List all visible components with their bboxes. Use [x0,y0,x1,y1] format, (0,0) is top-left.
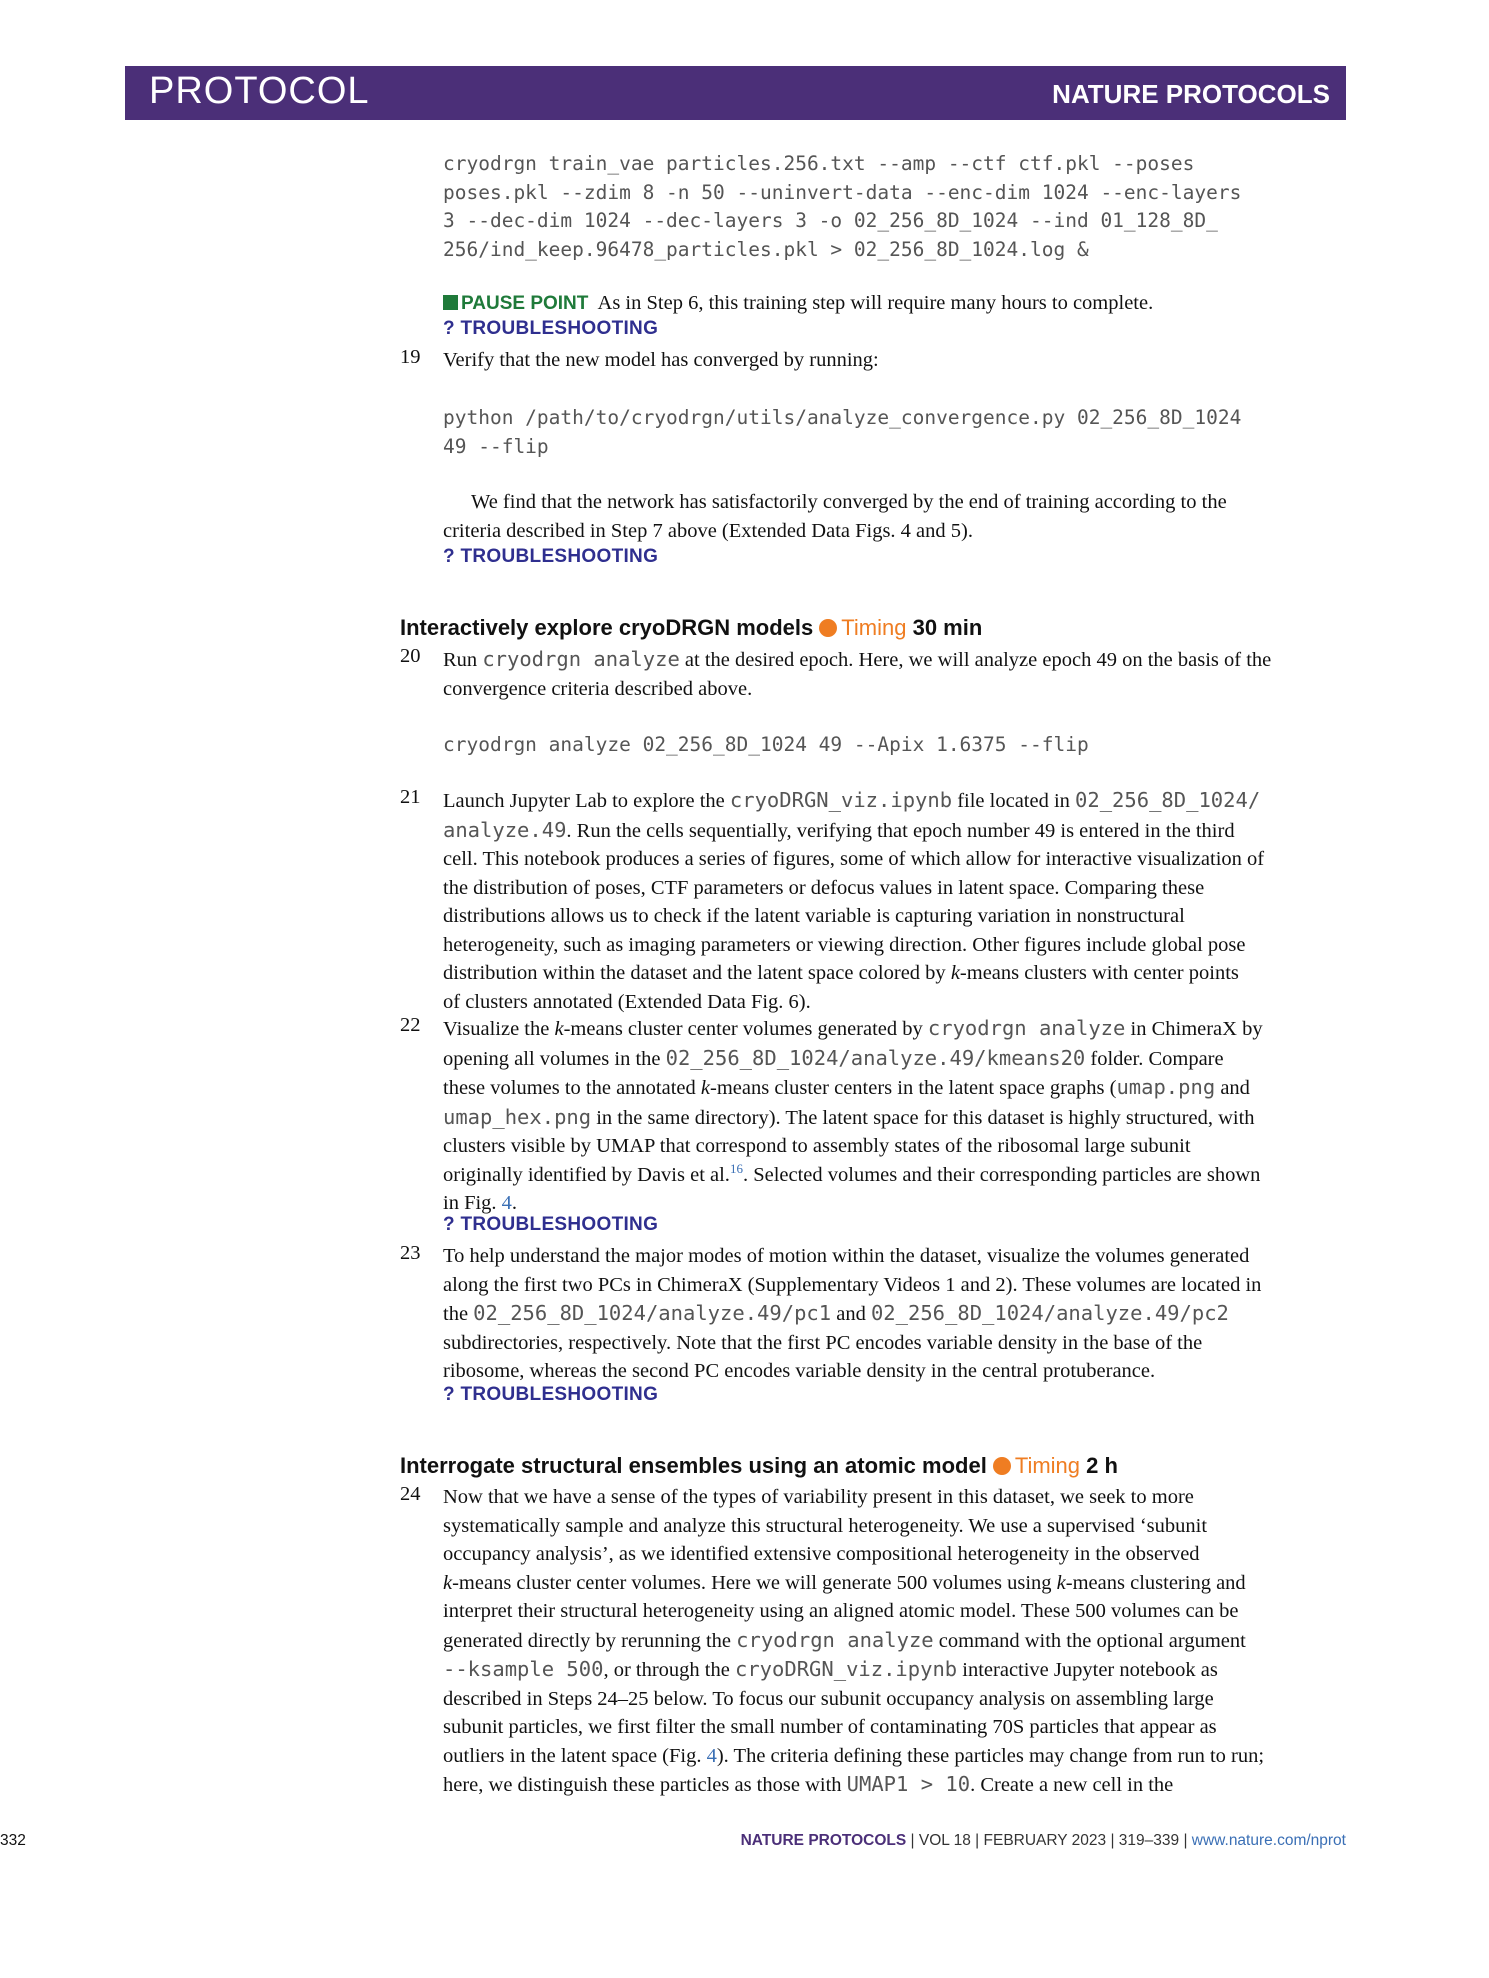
inline-code: 02_256_8D_1024/analyze.49/pc2 [870,1301,1229,1325]
inline-code: cryoDRGN_viz.ipynb [729,788,953,812]
footer-citation: NATURE PROTOCOLS | VOL 18 | FEBRUARY 2023 | 319–339 | www.nature.com/nprot [740,1832,1346,1849]
header-banner [125,66,1346,120]
inline-code: 02_256_8D_1024/analyze.49/pc1 [473,1301,832,1325]
section-heading-explore [400,615,982,641]
step-number: 22 [400,1014,421,1036]
step-number: 20 [400,645,421,667]
inline-code: cryoDRGN_viz.ipynb [734,1657,958,1681]
code-line: cryodrgn train_vae particles.256.txt --amp --ctf ctf.pkl --poses [443,152,1195,175]
timing-dot-icon [993,1457,1011,1475]
heading-title: Interrogate structural ensembles using an atomic model [400,1453,987,1478]
step-22-text: Visualize the k-means cluster center volumes generated by cryodrgn analyze in ChimeraX by opening all volumes in the 02_256_8D_1024/analyze.49/kmeans20 folder. Compare these volumes to the annotated k-means cluster centers in the latent space graphs (umap.png and umap_hex.png in the same directory). The latent space for this dataset is highly structured, with clusters visible by UMAP that correspond to assembly states of the ribosomal large subunit originally identified by Davis et al.$^{16}$. Selected volumes and their corresponding particles are shown in Fig. 4. [443,1016,1263,1214]
code-line: 3 --dec-dim 1024 --dec-layers 3 -o 02_256_8D_1024 --ind 01_128_8D_ [443,209,1218,232]
footer-date: FEBRUARY 2023 [983,1832,1107,1849]
code-block-train-vae [443,150,1346,264]
inline-code: cryodrgn analyze [927,1016,1126,1040]
inline-code: UMAP1 > 10 [846,1772,971,1796]
inline-code: 02_256_8D_1024/analyze.49/kmeans20 [665,1045,1086,1070]
code-block-convergence [443,404,1346,461]
section-label: PROTOCOL [149,70,370,112]
timing-value: 30 min [912,615,983,640]
pause-point [443,289,1346,319]
paragraph-line: We find that the network has satisfactorily converged by the end of training according to the [471,491,1227,513]
troubleshooting-link[interactable]: ? TROUBLESHOOTING [443,1214,659,1235]
pause-square-icon [443,295,458,310]
footer-journal: NATURE PROTOCOLS [740,1832,907,1849]
figure-link[interactable]: 4 [706,1744,717,1767]
step-21-text: Launch Jupyter Lab to explore the cryoDRGN_viz.ipynb file located in 02_256_8D_1024/ analyze.49. Run the cells sequentially, verifying that epoch number 49 is entered in the third cell. This notebook produces a series of figures, some of which allow for interactive visualization of the distribution of poses, CTF parameters or defocus values in latent space. Comparing these distributions allows us to check if the latent variable is capturing variation in nonstructural heterogeneity, such as imaging parameters or viewing direction. Other figures include global pose distribution within the dataset and the latent space colored by k-means clusters with center points of clusters annotated (Extended Data Fig. 6). [443,788,1265,1013]
step-23-text: To help understand the major modes of motion within the dataset, visualize the volumes generated along the first two PCs in ChimeraX (Supplementary Videos 1 and 2). These volumes are located in the 02_256_8D_1024/analyze.49/pc1 and 02_256_8D_1024/analyze.49/pc2 subdirectories, respectively. Note that the first PC encodes variable density in the base of the ribosome, whereas the second PC encodes variable density in the central protuberance. [443,1245,1262,1382]
code-line: python /path/to/cryodrgn/utils/analyze_convergence.py 02_256_8D_1024 [443,406,1242,429]
reference-link[interactable]: 16 [729,1160,743,1176]
troubleshooting-link[interactable]: ? TROUBLESHOOTING [443,318,659,339]
step-number: 21 [400,786,421,808]
step-24-text: Now that we have a sense of the types of variability present in this dataset, we seek to more systematically sample and analyze this structural heterogeneity. We use a supervised ‘subunit occupancy analysis’, as we identified extensive compositional heterogeneity in the observed k-means cluster center volumes. Here we will generate 500 volumes using k-means clustering and interpret their structural heterogeneity using an aligned atomic model. These 500 volumes can be generated directly by rerunning the cryodrgn analyze command with the optional argument --ksample 500, or through the cryoDRGN_viz.ipynb interactive Jupyter notebook as described in Steps 24–25 below. To focus our subunit occupancy analysis on assembling large subunit particles, we first filter the small number of contaminating 70S particles that appear as outliers in the latent space (Fig. 4). The criteria defining these particles may change from run to run; here, we distinguish these particles as those with UMAP1 > 10. Create a new cell in the [443,1486,1265,1796]
figure-link[interactable]: 4 [501,1192,512,1214]
inline-code: --ksample 500 [443,1657,604,1681]
step-number: 19 [400,346,421,368]
inline-code: cryodrgn analyze [736,1627,934,1652]
footer-pages: 319–339 [1118,1832,1180,1849]
inline-code: cryodrgn analyze [482,647,680,671]
section-heading-interrogate [400,1453,1118,1479]
journal-label: NATURE PROTOCOLS [1052,79,1330,109]
inline-code: analyze.49 [443,817,567,842]
paragraph-line: criteria described in Step 7 above (Extended Data Figs. 4 and 5). [443,519,973,542]
code-line: 49 --flip [443,434,549,458]
step-19-text: Verify that the new model has converged by running: [443,349,879,371]
code-line: poses.pkl --zdim 8 -n 50 --uninvert-data --enc-dim 1024 --enc-layers [443,180,1242,204]
pause-point-label: PAUSE POINT [443,293,588,314]
troubleshooting-link[interactable]: ? TROUBLESHOOTING [443,546,659,567]
step-20-text: Run cryodrgn analyze at the desired epoch. Here, we will analyze epoch 49 on the basis of the convergence criteria described above. [443,647,1272,700]
code-line: 256/ind_keep.96478_particles.pkl > 02_256_8D_1024.log & [443,237,1089,261]
timing-dot-icon [819,619,837,637]
step-19-result [443,488,1346,545]
timing-value: 2 h [1086,1453,1118,1478]
timing-label: Timing [841,615,907,640]
pause-point-text: As in Step 6, this training step will require many hours to complete. [597,292,1154,314]
footer-volume: VOL 18 [918,1832,971,1849]
inline-code: umap.png [1116,1075,1216,1099]
code-block-analyze: cryodrgn analyze 02_256_8D_1024 49 --Apix 1.6375 --flip [443,733,1089,756]
page-number: 332 [0,1832,26,1849]
footer-url-link[interactable]: www.nature.com/nprot [1191,1832,1346,1849]
step-number: 24 [400,1483,421,1505]
timing-label: Timing [1014,1453,1081,1478]
troubleshooting-link[interactable]: ? TROUBLESHOOTING [443,1384,659,1405]
inline-code: umap_hex.png [443,1104,592,1129]
heading-title: Interactively explore cryoDRGN models [400,615,814,640]
inline-code: 02_256_8D_1024/ [1075,788,1261,812]
step-number: 23 [400,1242,421,1264]
